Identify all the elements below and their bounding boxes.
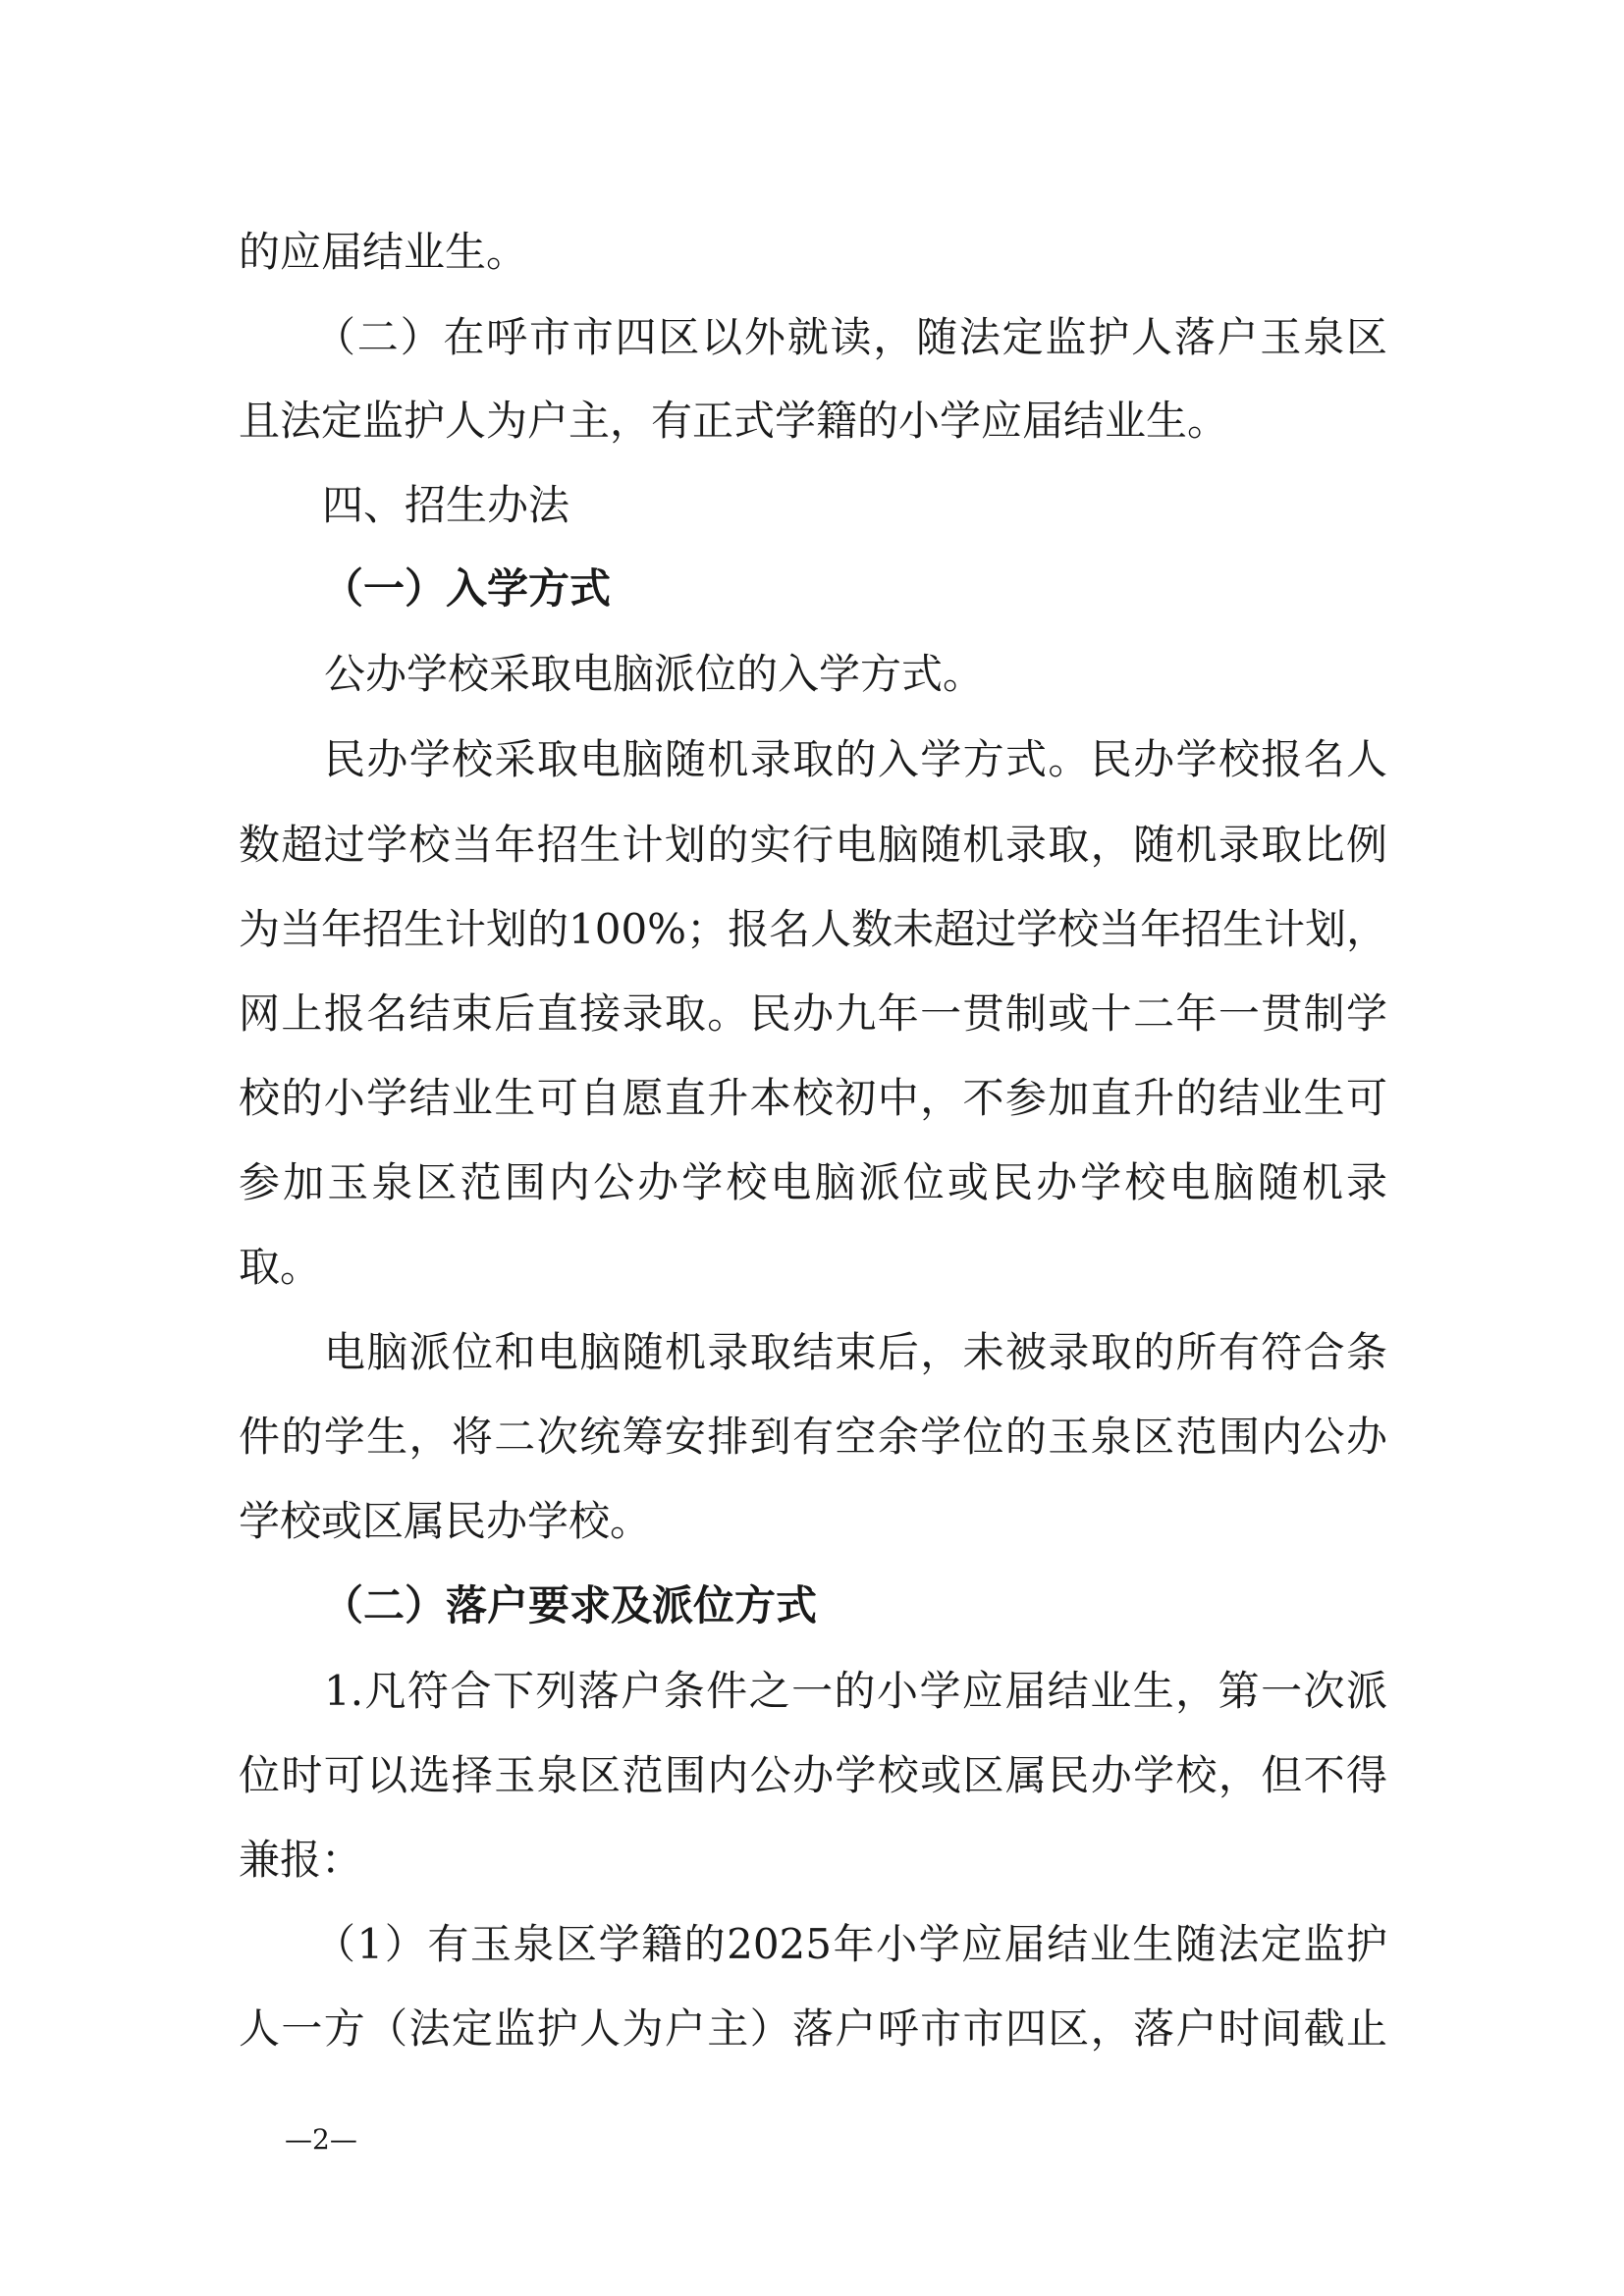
page-number: —2— [285, 2123, 357, 2156]
paragraph-line: 1.凡符合下列落户条件之一的小学应届结业生，第一次派 [324, 1667, 1387, 1715]
section-heading: 四、招生办法 [322, 481, 570, 529]
paragraph-line: （1）有玉泉区学籍的2025年小学应届结业生随法定监护 [314, 1920, 1387, 1968]
paragraph-line: （二）在呼市市四区以外就读，随法定监护人落户玉泉区 [314, 313, 1387, 361]
subsection-heading: （二）落户要求及派位方式 [322, 1581, 818, 1629]
paragraph-line: 数超过学校当年招生计划的实行电脑随机录取，随机录取比例 [239, 821, 1387, 869]
paragraph-line: 且法定监护人为户主，有正式学籍的小学应届结业生。 [239, 397, 1229, 445]
paragraph-line: 公办学校采取电脑派位的入学方式。 [324, 650, 985, 698]
paragraph-line: 网上报名结束后直接录取。民办九年一贯制或十二年一贯制学 [239, 989, 1387, 1038]
paragraph-line: 件的学生，将二次统筹安排到有空余学位的玉泉区范围内公办 [239, 1413, 1387, 1461]
paragraph-line: 学校或区属民办学校。 [239, 1497, 652, 1545]
paragraph-line: 位时可以选择玉泉区范围内公办学校或区属民办学校，但不得 [239, 1751, 1387, 1799]
paragraph-line: 民办学校采取电脑随机录取的入学方式。民办学校报名人 [324, 735, 1387, 783]
paragraph-line: 校的小学结业生可自愿直升本校初中，不参加直升的结业生可 [239, 1074, 1387, 1122]
paragraph-line: 电脑派位和电脑随机录取结束后，未被录取的所有符合条 [324, 1328, 1387, 1376]
paragraph-line: 兼报： [239, 1836, 363, 1884]
paragraph-line: 为当年招生计划的100%；报名人数未超过学校当年招生计划， [239, 905, 1388, 953]
paragraph-line: 参加玉泉区范围内公办学校电脑派位或民办学校电脑随机录 [239, 1158, 1387, 1206]
paragraph-line: 的应届结业生。 [239, 228, 528, 276]
paragraph-line: 取。 [239, 1243, 322, 1291]
paragraph-line: 人一方（法定监护人为户主）落户呼市市四区，落户时间截止 [239, 2004, 1387, 2053]
subsection-heading: （一）入学方式 [322, 564, 612, 613]
